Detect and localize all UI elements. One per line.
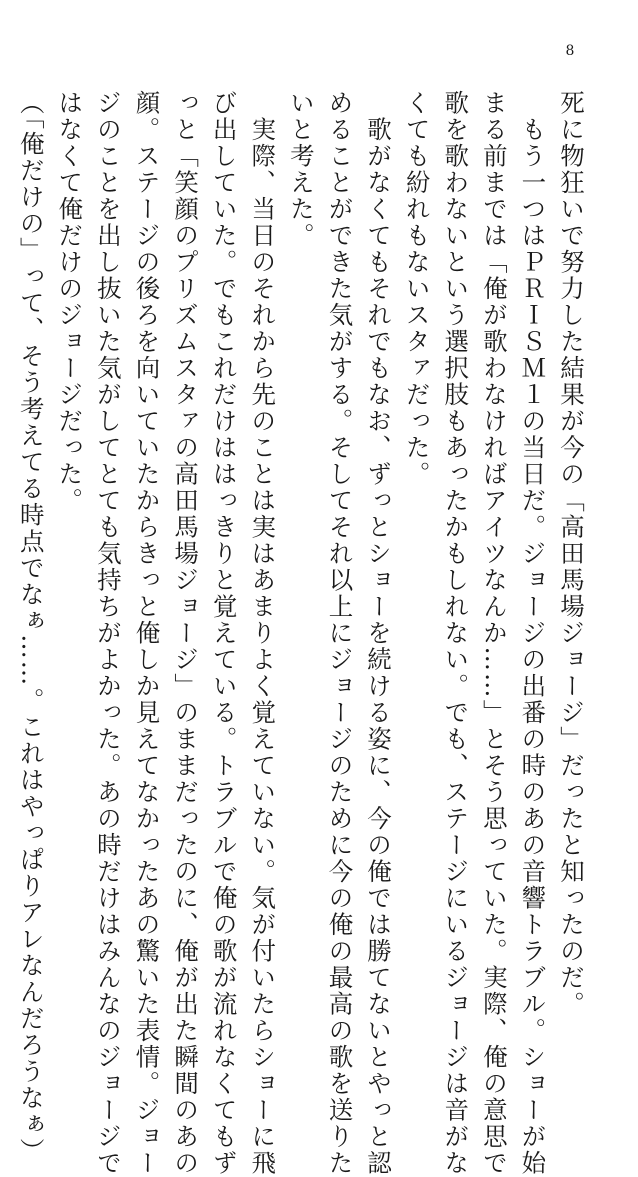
text-line: くても紛れもないスタァだった。 [402,90,432,488]
body-text [11,90,590,1177]
text-line: っと「笑顔のプリズムスタァの高田馬場ジョージ」のままだったのに、俺が出た瞬間のあの [171,90,201,1177]
text-line: び出していた。でもこれだけははっきりと覚えている。トラブルで俺の歌が流れなくてもず [209,90,239,1177]
text-line: もう一つはＰＲＩＳＭ１の当日だ。ジョージの出番の時のあの音響トラブル。ショーが始 [518,90,548,1177]
text-line: 歌がなくてもそれでもなお、ずっとショーを続ける姿に、今の俺では勝てないとやっと認 [364,90,394,1177]
text-line: 顔。ステージの後ろを向いていたからきっと俺しか見えてなかったあの驚いた表情。ジョー [132,90,162,1177]
text-line: めることができた気がする。そしてそれ以上にジョージのために今の俺の最高の歌を送りた [325,90,355,1177]
text-line: 死に物狂いで努力した結果が今の「高田馬場ジョージ」だったと知ったのだ。 [557,90,586,1018]
text-line: 歌を歌わないという選択肢もあったかもしれない。でも、ステージにいるジョージは音がな [441,90,471,1177]
text-line: はなくて俺だけのジョージだった。 [55,90,85,514]
text-line: ジのことを出し抜いた気がしてとても気持ちがよかった。あの時だけはみんなのジョージで [93,90,123,1177]
text-line: 実際、当日のそれから先のことは実はあまりよく覚えていない。気が付いたらショーに飛 [248,90,278,1177]
page-number: 8 [565,43,575,59]
text-line: いと考えた。 [286,90,316,249]
text-line: （「俺だけの」って、そう考えてる時点でなぁ……。これはやっぱりアレなんだろうなぁ） [16,90,46,1165]
text-line: まる前までは「俺が歌わなければアイツなんか……」とそう思っていた。実際、俺の意思で [479,90,509,1177]
